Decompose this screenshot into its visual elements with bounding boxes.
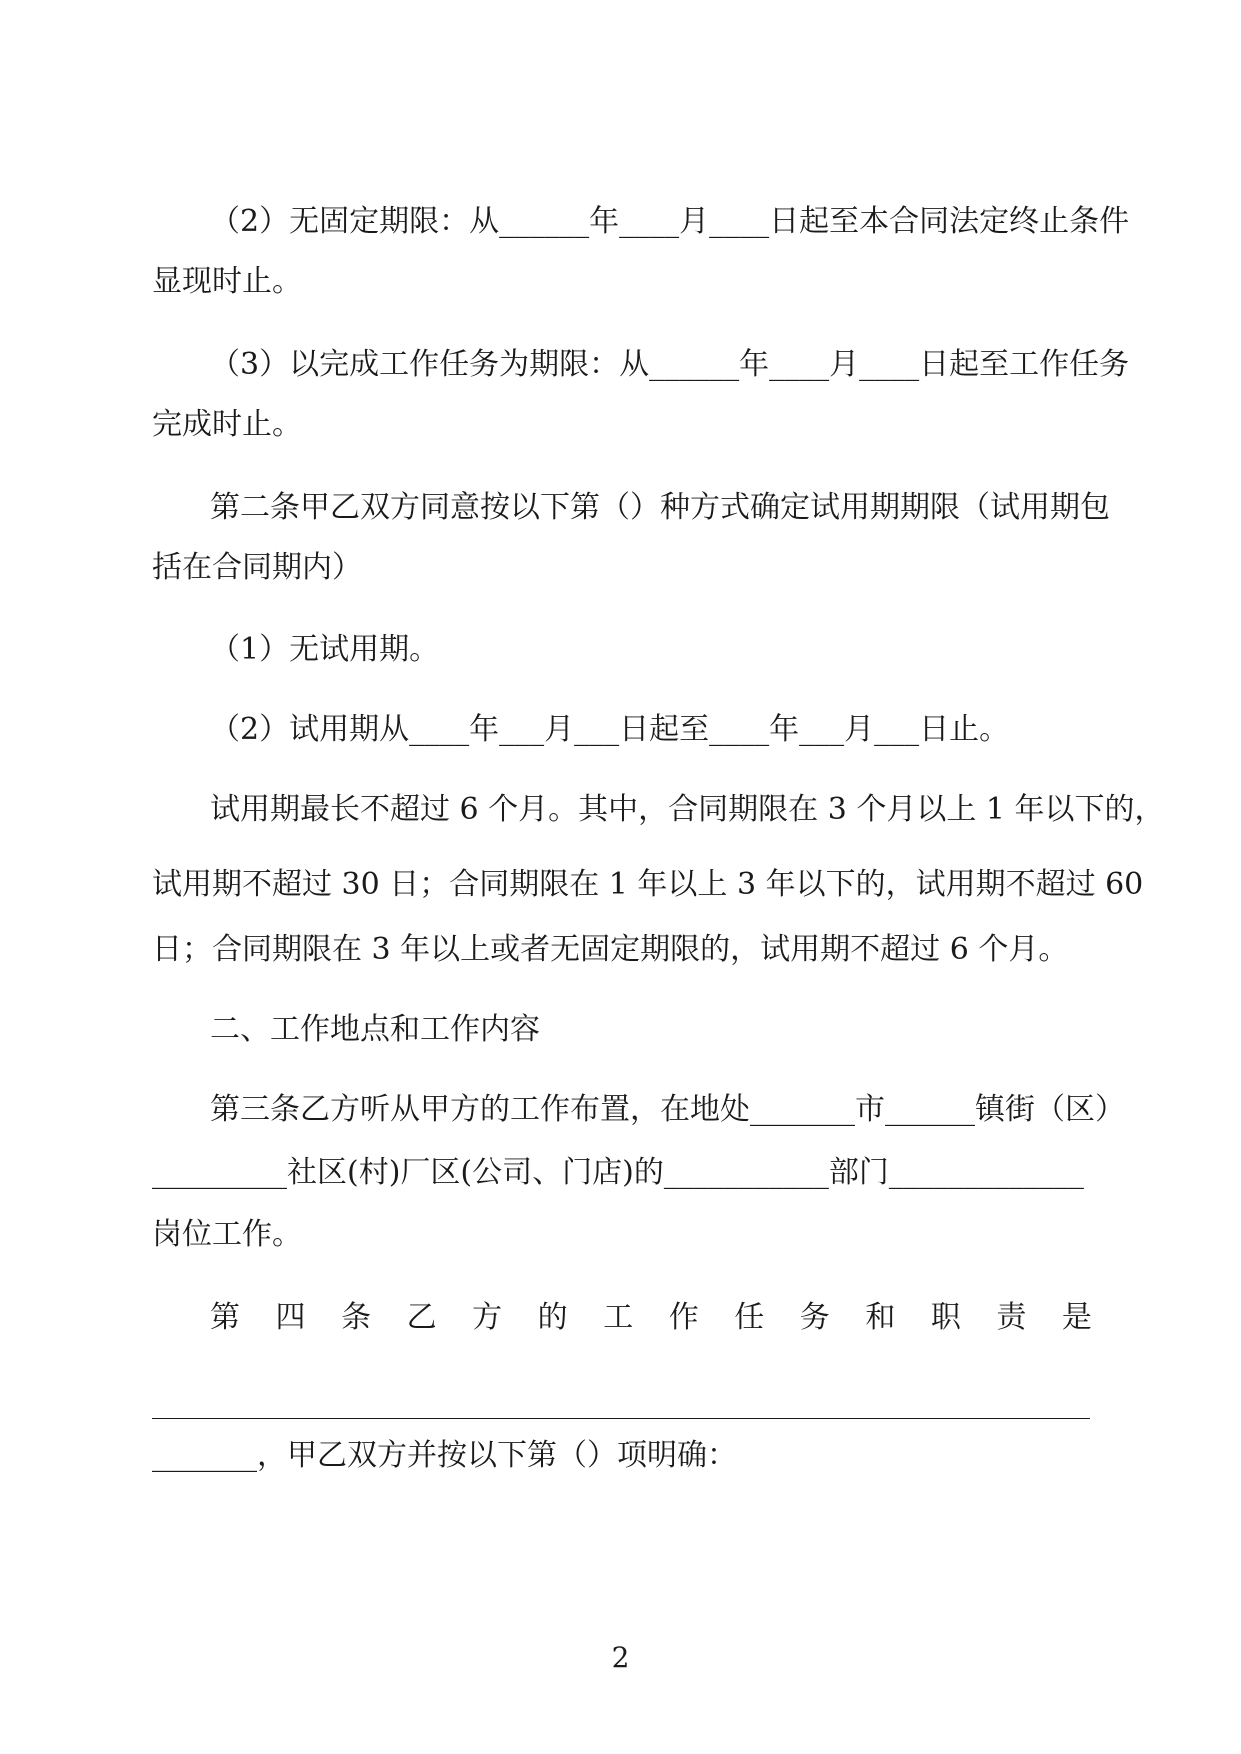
paragraph-line: 试用期不超过 30 日；合同期限在 1 年以上 3 年以下的，试用期不超过 60 (152, 867, 1144, 902)
spread-char: 第 (210, 1300, 240, 1335)
paragraph-line: （2）试用期从____年___月___日起至____年___月___日止。 (210, 712, 1010, 747)
spread-char: 责 (996, 1300, 1027, 1335)
spread-char: 作 (668, 1300, 699, 1335)
spread-char: 务 (799, 1300, 830, 1335)
spread-char: 条 (341, 1300, 372, 1335)
paragraph-line: 显现时止。 (152, 264, 302, 299)
section-heading: 二、工作地点和工作内容 (210, 1012, 540, 1047)
paragraph-line: （1）无试用期。 (210, 632, 440, 667)
paragraph-line: （3）以完成工作任务为期限：从______年____月____日起至工作任务 (210, 347, 1130, 382)
spread-char: 和 (865, 1300, 896, 1335)
paragraph-line: 日；合同期限在 3 年以上或者无固定期限的，试用期不超过 6 个月。 (152, 932, 1069, 967)
spread-char: 乙 (406, 1300, 437, 1335)
paragraph-line: 岗位工作。 (152, 1217, 302, 1252)
paragraph-line: 试用期最长不超过 6 个月。其中，合同期限在 3 个月以上 1 年以下的， (210, 792, 1165, 827)
paragraph-line: 括在合同期内） (152, 550, 362, 585)
paragraph-line: _________社区(村)厂区(公司、门店)的___________部门_____________ (152, 1155, 1084, 1190)
page-number: 2 (611, 1641, 630, 1674)
paragraph-line: （2）无固定期限：从______年____月____日起至本合同法定终止条件 (210, 204, 1130, 239)
blank-fill-line (152, 1418, 1090, 1419)
spread-char: 是 (1061, 1300, 1092, 1335)
spread-char: 任 (734, 1300, 765, 1335)
spread-char: 职 (930, 1300, 961, 1335)
paragraph-line: _______，甲乙双方并按以下第（）项明确： (152, 1438, 737, 1473)
paragraph-line: 第二条甲乙双方同意按以下第（）种方式确定试用期期限（试用期包 (210, 490, 1110, 525)
spread-char: 工 (603, 1300, 634, 1335)
spread-char: 方 (472, 1300, 503, 1335)
spread-char: 的 (537, 1300, 568, 1335)
spread-line (210, 1298, 1092, 1338)
spread-char: 四 (275, 1300, 306, 1335)
paragraph-line: 完成时止。 (152, 407, 302, 442)
paragraph-line: 第三条乙方听从甲方的工作布置，在地处_______市______镇街（区） (210, 1092, 1125, 1127)
